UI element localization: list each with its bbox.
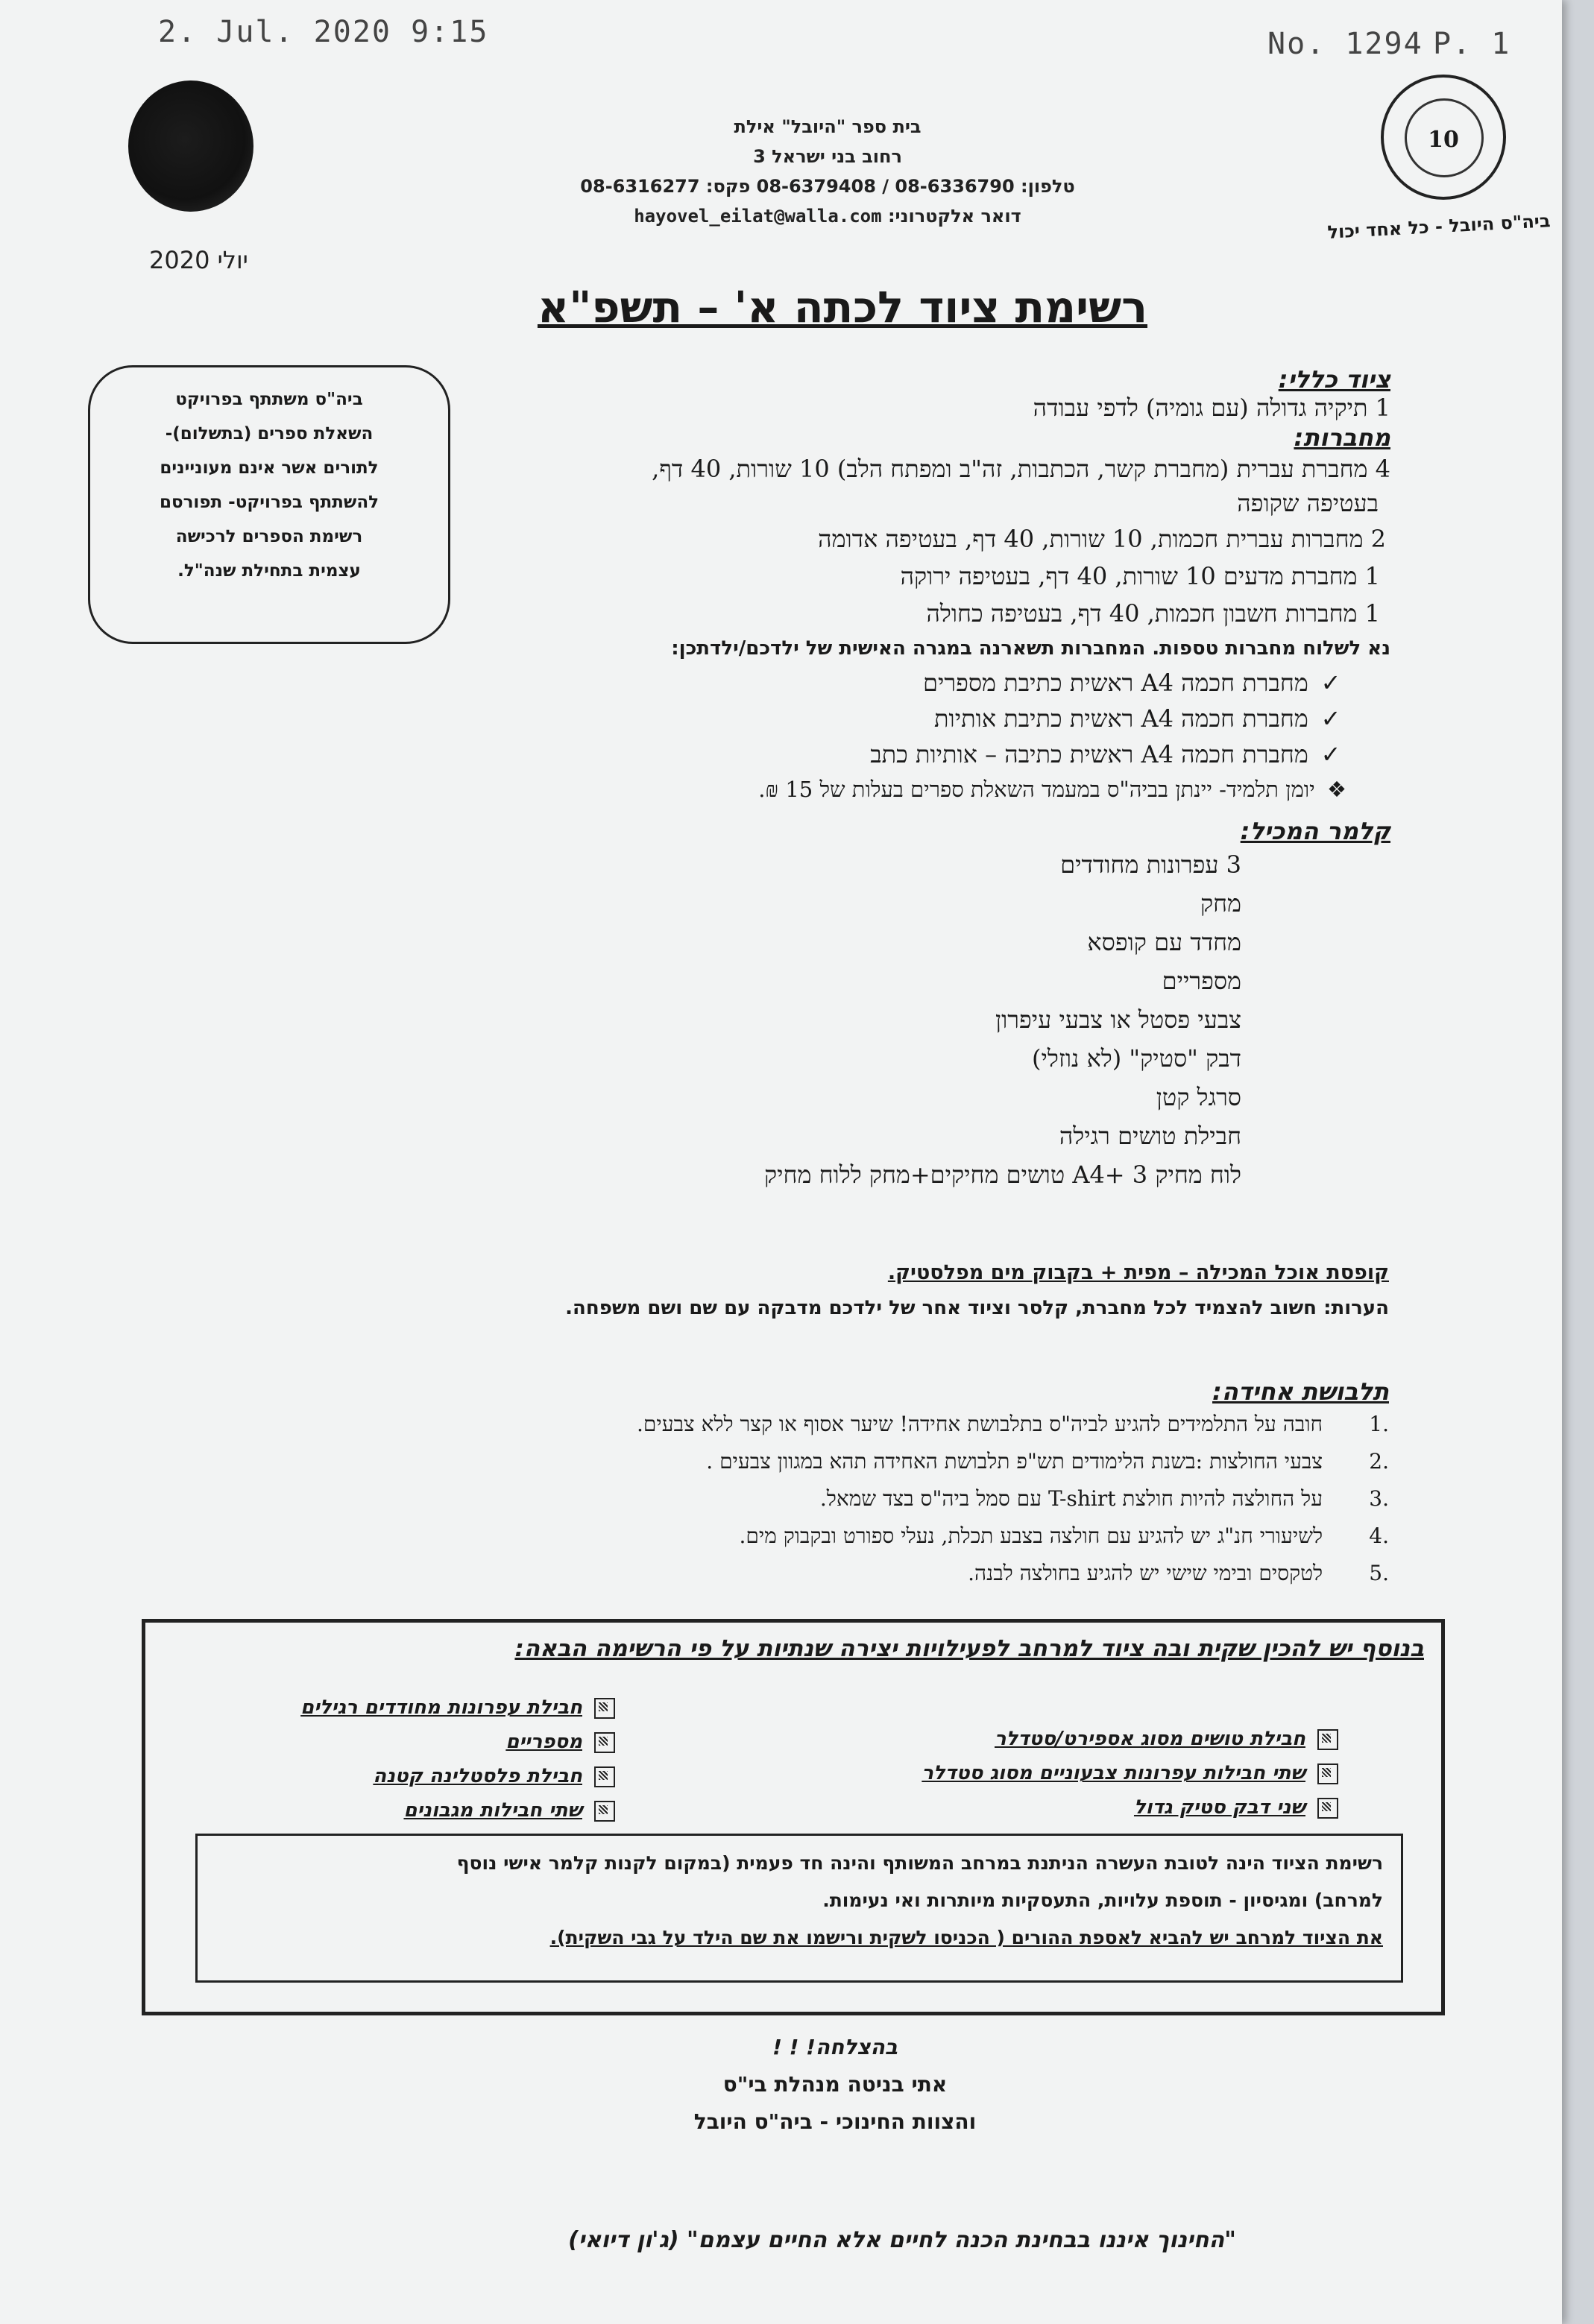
uniform-item bbox=[271, 1555, 1389, 1592]
extra-item bbox=[300, 1690, 615, 1725]
document-date: יולי 2020 bbox=[149, 246, 248, 274]
checked-item bbox=[421, 736, 1346, 772]
book-lending-note bbox=[88, 365, 450, 644]
item-text: חובה על התלמידים להגיע לביה"ס בתלבושת אחידה! שיער אסוף או קצר ללא צבעים. bbox=[637, 1412, 1323, 1436]
food-box-line: קופסת אוכל המכילה – מפית + בקבוק מים מפלסטיק. bbox=[887, 1261, 1389, 1284]
checked-item-label: מחברת חכמה A4 ראשית כתיבת מספרים bbox=[923, 669, 1308, 697]
pencil-case-item: דבק "סטיק" (לא נוזלי) bbox=[1032, 1044, 1241, 1073]
general-section bbox=[421, 365, 1390, 1194]
school-street: רחוב בני ישראל 3 bbox=[753, 146, 902, 167]
uniform-section bbox=[271, 1377, 1389, 1592]
signoff-principal: אתי בניטה מנהלת בי"ס bbox=[722, 2072, 948, 2097]
note-line: ביה"ס משתתף בפרויקט bbox=[175, 390, 363, 409]
extra-item-label: שתי חבילות עפרונות צבעוניים מסוג סטדלר bbox=[922, 1762, 1305, 1784]
item-text: על החולצה להיות חולצת T-shirt עם סמל ביה"ס בצד שמאל. bbox=[819, 1486, 1323, 1511]
fax-page: P. 1 bbox=[1433, 27, 1511, 61]
notebook-item: 1 מחברות חשבון חכמות, 40 דף, בעטיפה כחולה bbox=[926, 599, 1380, 628]
item-number: .2 bbox=[1369, 1449, 1389, 1474]
logo-number: 10 bbox=[1428, 127, 1459, 153]
checkbox-icon bbox=[1317, 1763, 1338, 1784]
note-line: לתורים אשר אינם מעוניינים bbox=[160, 458, 379, 478]
pencil-case-item: סרגל קטן bbox=[1156, 1083, 1241, 1111]
pencil-case-heading: קלמר המכיל: bbox=[1240, 817, 1390, 845]
extra-note-line: למרחב) ומגיסיון - תוספת עלויות, התעסקיות מיותרות ואי נעימות. bbox=[822, 1889, 1383, 1911]
extra-item bbox=[300, 1725, 615, 1759]
checked-item bbox=[421, 665, 1346, 701]
school-logo bbox=[1381, 75, 1506, 200]
school-phones: טלפון: 08-6336790 / 08-6379408 פקס: 08-6316277 bbox=[580, 176, 1075, 197]
item-number: .3 bbox=[1369, 1486, 1389, 1511]
pencil-case-list bbox=[421, 845, 1241, 1194]
uniform-item bbox=[271, 1480, 1389, 1518]
extra-item-label: מספריים bbox=[505, 1731, 582, 1753]
note-line: רשימת הספרים לרכישה bbox=[175, 527, 363, 546]
pencil-case-item: מספריים bbox=[1162, 967, 1241, 995]
item-text: לטקסים ובימי שישי יש להגיע בחולצה לבנה. bbox=[968, 1561, 1323, 1585]
extra-item-label: חבילת עפרונות מחודדים רגילים bbox=[300, 1696, 582, 1719]
signoff-wish: בהצלחה! ! ! bbox=[772, 2035, 898, 2059]
item-number: .4 bbox=[1369, 1523, 1389, 1548]
pencil-case-item: חבילת טושים רגילה bbox=[1059, 1122, 1241, 1150]
checkbox-icon bbox=[594, 1766, 615, 1787]
extra-note-line: רשימת הציוד הינה לטובת העשרה הניתנת במרחב המשותף והינה חד פעמית (במקום לקנות קלמר אישי נוסף bbox=[456, 1852, 1383, 1874]
notebooks-heading: מחברות: bbox=[1294, 423, 1390, 452]
extra-left-column bbox=[922, 1722, 1338, 1825]
extra-item-label: חבילת פלסטלינה קטנה bbox=[373, 1765, 582, 1787]
extra-item bbox=[300, 1759, 615, 1793]
ink-blot bbox=[128, 80, 253, 212]
diary-text: יומן תלמיד- יינתן בביה"ס במעמד השאלת ספרים בעלות של 15 ₪. bbox=[758, 777, 1315, 802]
checkbox-icon bbox=[594, 1732, 615, 1753]
fax-number: No. 1294 bbox=[1267, 27, 1423, 61]
item-text: לשיעורי חנ"ג יש להגיע עם חולצה בצבע תכלת, נעלי ספורט ובקבוק מים. bbox=[739, 1523, 1323, 1548]
no-send-note: נא לשלוח מחברות טספות. המחברות תשארנה במגרה האישית של ילדכם/ילדתכן: bbox=[671, 637, 1390, 660]
extra-item-label: חבילת טושים מסוג אספירט/סטדלר bbox=[994, 1728, 1305, 1750]
note-line: להשתתף בפרויקט- תפורסם bbox=[159, 493, 379, 512]
check-icon: ✓ bbox=[1320, 740, 1341, 768]
extra-item bbox=[922, 1790, 1338, 1825]
pencil-case-item: צבעי פסטל או צבעי עיפרון bbox=[995, 1005, 1241, 1034]
pencil-case-item: מחדד עם קופסא bbox=[1087, 928, 1241, 956]
note-line: עצמית בתחילת שנה"ל. bbox=[177, 561, 361, 581]
school-header bbox=[522, 112, 1133, 231]
school-email-line bbox=[522, 201, 1133, 231]
checked-item-label: מחברת חכמה A4 ראשית כתיבת אותיות bbox=[934, 704, 1308, 733]
uniform-item bbox=[271, 1443, 1389, 1480]
diary-item bbox=[421, 772, 1352, 806]
item-number: .1 bbox=[1369, 1412, 1389, 1436]
fax-datetime: 2. Jul. 2020 9:15 bbox=[158, 15, 489, 49]
notebook-item: 1 מחברת מדעים 10 שורות, 40 דף, בעטיפה ירוקה bbox=[900, 562, 1380, 590]
uniform-item bbox=[271, 1406, 1389, 1443]
general-heading: ציוד כללי: bbox=[1278, 365, 1390, 394]
check-icon: ✓ bbox=[1320, 704, 1341, 733]
notebook-item: בעטיפה שקופה bbox=[1237, 489, 1379, 517]
remarks-line: הערות: חשוב להצמיד לכל מחברת, קלסר וציוד אחר של ילדכם מדבקה עם שם ושם משפחה. bbox=[565, 1297, 1389, 1319]
pencil-case-item: 3 עפרונות מחודדים bbox=[1060, 850, 1241, 879]
item-number: .5 bbox=[1369, 1561, 1389, 1585]
checkbox-icon bbox=[594, 1801, 615, 1822]
extra-item bbox=[922, 1756, 1338, 1790]
uniform-item bbox=[271, 1518, 1389, 1555]
school-motto: ביה"ס היובל - כל אחד יכול bbox=[1326, 210, 1552, 243]
checkbox-icon bbox=[1317, 1729, 1338, 1750]
checkbox-icon bbox=[1317, 1798, 1338, 1819]
checked-item bbox=[421, 701, 1346, 736]
page-title: רשימת ציוד לכתה א' – תשפ"א bbox=[537, 282, 1148, 332]
uniform-heading: תלבושת אחידה: bbox=[1212, 1377, 1389, 1406]
school-name: בית ספר "היובל" אילת bbox=[734, 116, 922, 137]
check-icon: ✓ bbox=[1320, 669, 1341, 697]
signoff-staff: והצוות החינוכי - ביה"ס היובל bbox=[693, 2109, 977, 2134]
extra-item-label: שתי חבילות מגבונים bbox=[403, 1799, 582, 1822]
checked-item-label: מחברת חכמה A4 ראשית כתיבה – אותיות כתב bbox=[870, 740, 1308, 768]
email-label: דואר אלקטרוני: bbox=[887, 206, 1021, 227]
school-email: hayovel_eilat@walla.com bbox=[634, 206, 882, 227]
extra-right-column bbox=[300, 1690, 615, 1828]
extra-note-line: את הציוד למרחב יש להביא לאספת ההורים ( הכניסו לשקית ורישמו את שם הילד על גבי השקית). bbox=[549, 1927, 1383, 1948]
checkbox-icon bbox=[594, 1698, 615, 1719]
diamond-bullet-icon: ❖ bbox=[1327, 777, 1346, 802]
item-text: צבעי החולצות :בשנת הלימודים תש"פ תלבושת האחידה תהא במגוון צבעים . bbox=[706, 1449, 1323, 1474]
extra-heading: בנוסף יש להכין שקית ובה ציוד למרחב לפעילויות יצירה שנתיות על פי הרשימה הבאה: bbox=[514, 1635, 1424, 1662]
general-item: 1 תיקיה גדולה (עם גומיה) לדפי עבודה bbox=[1033, 394, 1390, 422]
extra-note-box bbox=[195, 1834, 1403, 1983]
extra-item bbox=[922, 1722, 1338, 1756]
note-line: השאלת ספרים (בתשלום)- bbox=[165, 424, 374, 443]
closing-quote: "החינוך איננו בבחינת הכנה לחיים אלא החיים עצמם" (ג'ון דיואי) bbox=[568, 2227, 1236, 2253]
extra-item-label: שני דבק סטיק גדול bbox=[1133, 1796, 1305, 1819]
extra-item bbox=[300, 1793, 615, 1828]
pencil-case-item: מחק bbox=[1200, 889, 1241, 918]
notebook-item: 2 מחברות עברית חכמות, 10 שורות, 40 דף, בעטיפה אדומה bbox=[818, 525, 1386, 553]
notebook-item: 4 מחברת עברית (מחברת קשר, הכתבות, זה"ב ומפתח הלב) 10 שורות, 40 דף, bbox=[652, 455, 1390, 483]
pencil-case-item: לוח מחיק A4+ 3 טושים מחיקים+מחק ללוח מחיק bbox=[764, 1161, 1241, 1189]
